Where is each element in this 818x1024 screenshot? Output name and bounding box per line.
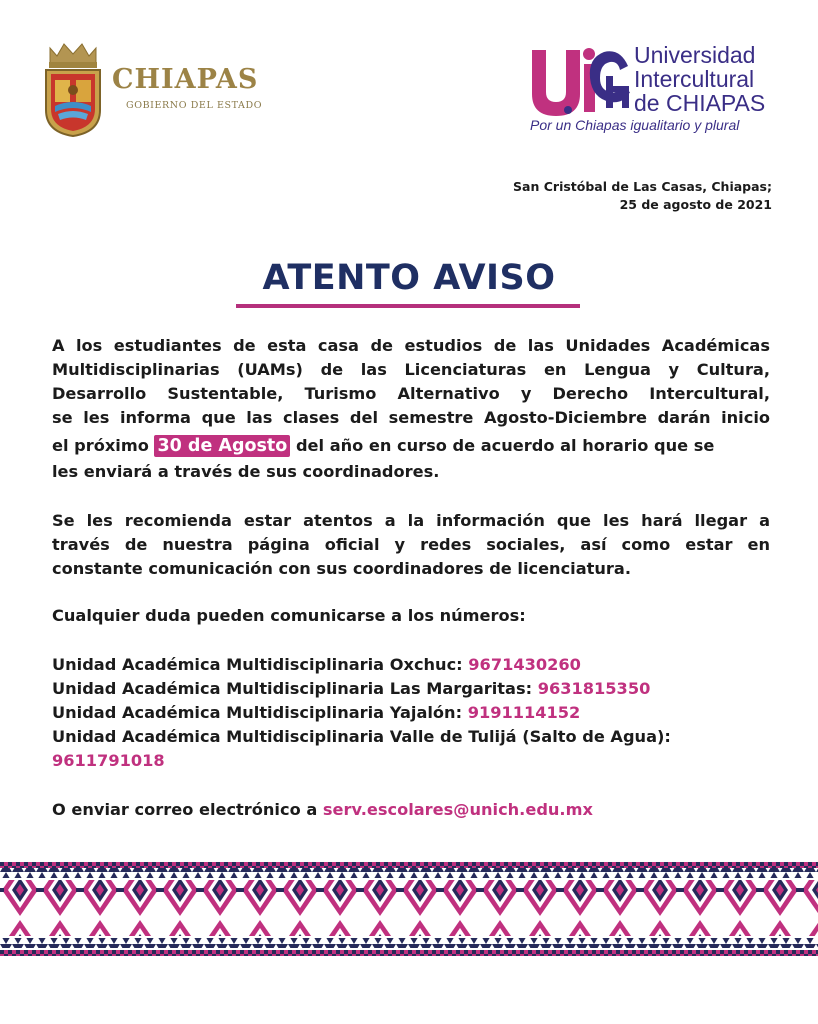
contact-phone[interactable]: 9191114152 bbox=[467, 703, 581, 722]
paragraph2-line: Se les recomienda estar atentos a la información que les hará llegar a bbox=[52, 511, 770, 530]
contact-row-las-margaritas bbox=[52, 679, 650, 698]
date-prefix: el próximo bbox=[52, 436, 149, 455]
paragraph1-last-line: les enviará a través de sus coordinadores. bbox=[52, 462, 440, 481]
unich-name-line3: de CHIAPAS bbox=[634, 90, 766, 116]
gobierno-del-estado-label: GOBIERNO DEL ESTADO bbox=[126, 100, 263, 111]
textile-border-pattern bbox=[0, 862, 818, 960]
title-underline bbox=[236, 304, 580, 308]
paragraph-announcement bbox=[52, 334, 770, 484]
unich-mark-icon bbox=[528, 42, 632, 118]
paragraph2-line: través de nuestra página oficial y redes sociales, así como estar en bbox=[52, 535, 770, 554]
page-title: ATENTO AVISO bbox=[262, 258, 556, 298]
contact-row-yajalon bbox=[52, 703, 580, 722]
email-link[interactable]: serv.escolares@unich.edu.mx bbox=[322, 800, 593, 819]
paragraph-recommendation bbox=[52, 509, 770, 581]
date-day: 25 de agosto de 2021 bbox=[619, 197, 772, 212]
paragraph1-line: A los estudiantes de esta casa de estudios de las Unidades Académicas bbox=[52, 336, 770, 355]
unich-name-line1: Universidad bbox=[634, 42, 756, 68]
paragraph1-date-line bbox=[52, 434, 770, 458]
start-date-highlight: 30 de Agosto bbox=[154, 435, 290, 457]
email-row bbox=[52, 800, 593, 819]
chiapas-wordmark: CHIAPAS bbox=[112, 64, 259, 95]
date-suffix: del año en curso de acuerdo al horario que se bbox=[295, 436, 715, 455]
unich-logo bbox=[528, 40, 778, 140]
unich-name-line2: Intercultural bbox=[634, 66, 755, 92]
contact-unit-label: Unidad Académica Multidisciplinaria Las Margaritas: bbox=[52, 679, 533, 698]
contact-row-oxchuc bbox=[52, 655, 581, 674]
paragraph2-line: constante comunicación con sus coordinadores de licenciatura. bbox=[52, 559, 631, 578]
contact-unit-label: Unidad Académica Multidisciplinaria Valle de Tulijá (Salto de Agua): bbox=[52, 727, 671, 746]
contact-phone[interactable]: 9611791018 bbox=[52, 751, 165, 770]
contact-row-valle-de-tulija bbox=[52, 727, 671, 746]
chiapas-government-logo bbox=[40, 40, 263, 140]
paragraph1-line: Desarrollo Sustentable, Turismo Alternativo y Derecho Intercultural, bbox=[52, 384, 770, 403]
contact-unit-label: Unidad Académica Multidisciplinaria Oxchuc: bbox=[52, 655, 463, 674]
contact-phone[interactable]: 9671430260 bbox=[468, 655, 581, 674]
unich-tagline: Por un Chiapas igualitario y plural bbox=[530, 117, 740, 133]
email-prefix: O enviar correo electrónico a bbox=[52, 800, 318, 819]
paragraph1-line: se les informa que las clases del semestre Agosto-Diciembre darán inicio bbox=[52, 408, 770, 427]
contact-phone[interactable]: 9631815350 bbox=[537, 679, 651, 698]
paragraph1-line: Multidisciplinarias (UAMs) de las Licenciaturas en Lengua y Cultura, bbox=[52, 360, 770, 379]
contact-unit-label: Unidad Académica Multidisciplinaria Yajalón: bbox=[52, 703, 463, 722]
date-place: San Cristóbal de Las Casas, Chiapas; bbox=[513, 179, 772, 194]
chiapas-coat-of-arms-icon bbox=[40, 40, 106, 138]
contacts-intro: Cualquier duda pueden comunicarse a los números: bbox=[52, 606, 526, 625]
